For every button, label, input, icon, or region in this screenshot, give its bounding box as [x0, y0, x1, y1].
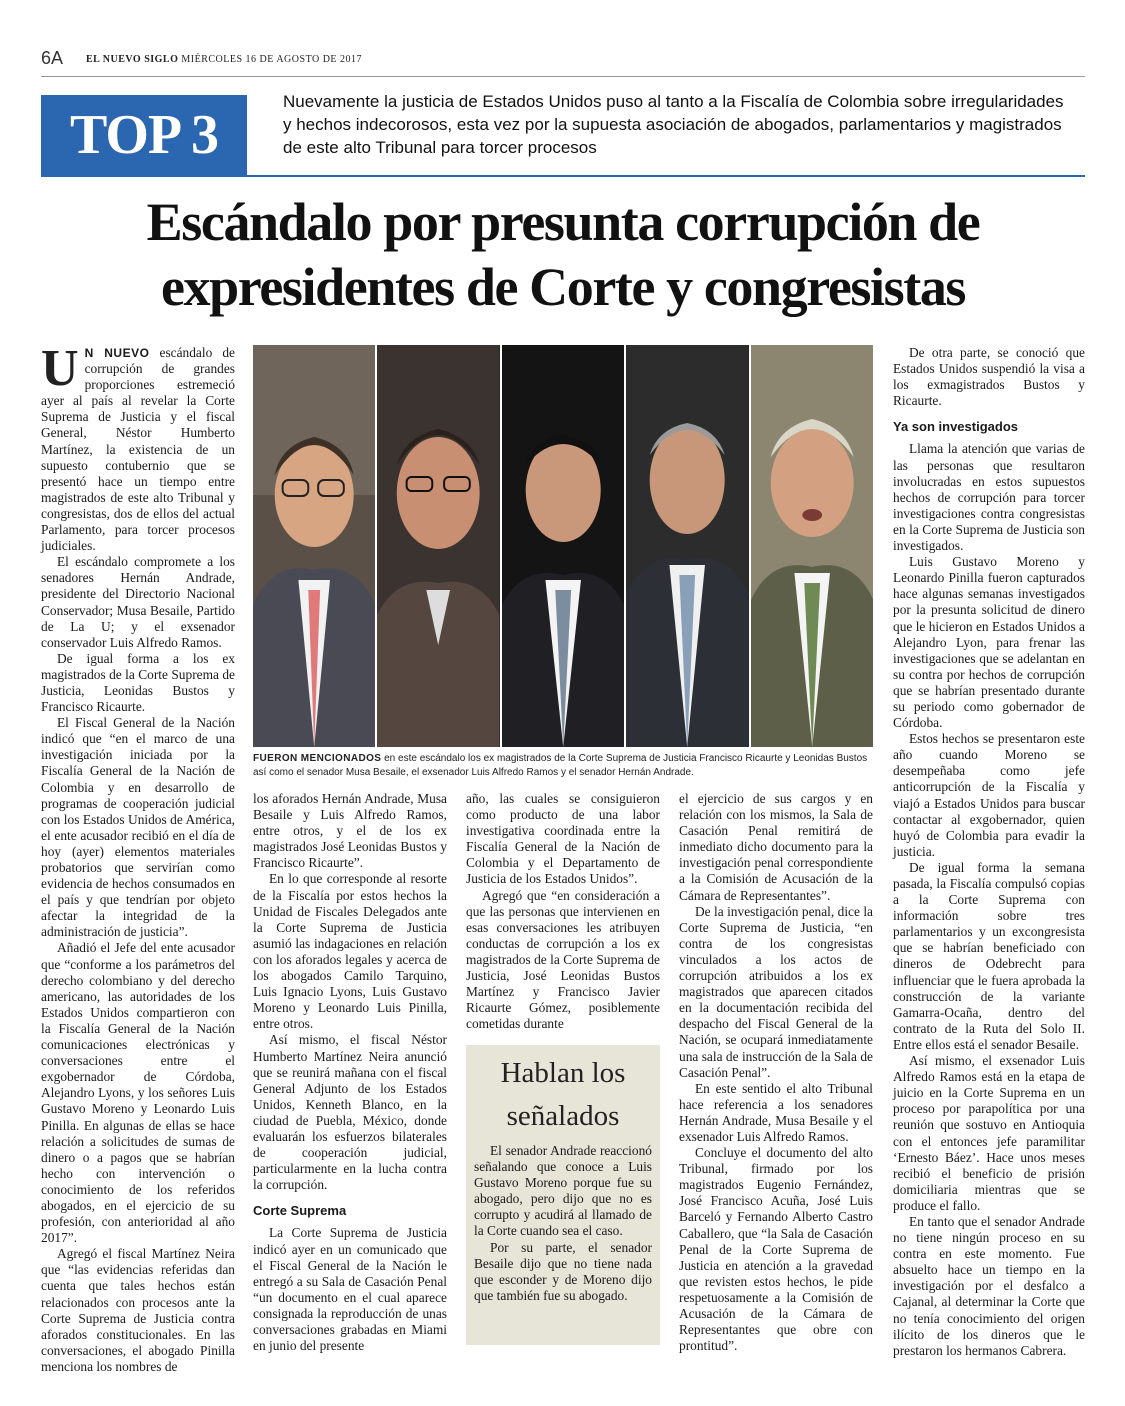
article-column-2 — [253, 791, 447, 1354]
sidebar-text — [474, 1143, 652, 1304]
paragraph: De otra parte, se conoció que Estados Unidos suspendió la visa a los exmagistrados Bustos y Ricaurte. — [893, 345, 1085, 409]
paragraph: Por su parte, el senador Besaile dijo que no tiene nada que esconder y de Moreno dijo que también fue su abogado. — [474, 1239, 652, 1303]
subheading: Ya son investigados — [893, 419, 1018, 435]
headline — [41, 190, 1085, 320]
section-rule — [41, 175, 1085, 177]
paragraph: Agregó que “en consideración a que las personas que intervienen en esas conversaciones les atribuyen conductas de corrupción a los ex magistrados de la Corte Suprema de Justicia, José Leonidas Bustos Martínez y Francisco Javier Ricaurte Gómez, posiblemente cometidas durante — [466, 887, 660, 1032]
subheading: Corte Suprema — [253, 1203, 347, 1219]
header-rule — [41, 76, 1085, 77]
paragraph: En este sentido el alto Tribunal hace referencia a los senadores Hernán Andrade, Musa Besaile y el exsenador Luis Alfredo Ramos. — [679, 1080, 873, 1144]
paragraph: Luis Gustavo Moreno y Leonardo Pinilla fueron capturados hace algunas semanas investigados por la presunta solicitud de dinero que le hicieron en Estados Unidos a Alejandro Lyon, para frenar las investigaciones que se adelantan en su contra por hechos de corrupción que se habrían presentado durante su periodo como gobernador de Córdoba. — [893, 554, 1085, 731]
paragraph: El escándalo compromete a los senadores Hernán Andrade, presidente del Directorio Nacional Conservador; Musa Besaile, Partido de La U; y el exsenador conservador Luis Alfredo Ramos. — [41, 554, 235, 650]
paragraph: En tanto que el senador Andrade no tiene ningún proceso en su contra en este momento. Fue absuelto hace un tiempo en la investigación por el desfalco a Cajanal, al determinar la Corte que no tenía conocimiento del origen ilícito de los dineros que le prestaron los hermanos Cabrera. — [893, 1213, 1085, 1358]
issue-date: MIÉRCOLES 16 DE AGOSTO DE 2017 — [181, 54, 363, 65]
lead-paragraph — [41, 340, 235, 554]
headline-line-1: Escándalo por presunta corrupción de — [146, 192, 980, 252]
paragraph: Agregó el fiscal Martínez Neira que “las evidencias referidas dan cuenta que tales hechos están relacionados con procesos ante la Corte Suprema de Justicia contra aforados constitucionales. En las conversaciones, el abogado Pinilla menciona los nombres de — [41, 1246, 235, 1374]
portrait-photo — [751, 345, 873, 747]
drop-cap: U — [41, 340, 79, 397]
article-column-1 — [41, 340, 235, 1375]
portrait-photo — [377, 345, 501, 747]
paragraph: De igual forma la semana pasada, la Fiscalía compulsó copias a la Corte Suprema con información sobre tres parlamentarios y un excongresista que se habrían beneficiado con dineros de Odebrecht para influenciar que le fuera aprobada la construcción de la variante Gamarra-Ocaña, dentro del contrato de la Ruta del Solo II. Entre ellos está el senador Besaile. — [893, 859, 1085, 1052]
portrait-strip — [253, 345, 873, 747]
caption-lead: FUERON MENCIONADOS — [253, 753, 382, 764]
paragraph: En lo que corresponde al resorte de la Fiscalía por estos hechos la Unidad de Fiscales Delegados ante la Corte Suprema de Justicia asumió las indagaciones en relación con los aforados legales y acerca de los abogados Camilo Tarquino, Luis Ignacio Lyons, Luis Gustavo Moreno y Leonardo Luis Pinilla, entre otros. — [253, 871, 447, 1032]
paragraph: De igual forma a los ex magistrados de la Corte Suprema de Justicia, Leonidas Bustos y Francisco Ricaurte. — [41, 650, 235, 715]
lead-words: N NUEVO — [84, 346, 150, 360]
paragraph: La Corte Suprema de Justicia indicó ayer en un comunicado que el Fiscal General de la Nación le entregó a su Sala de Casación Penal “un documento en el cual aparece consignada la reproducción de unas conversaciones grabadas en Miami en junio del presente — [253, 1225, 447, 1354]
paragraph: Concluye el documento del alto Tribunal, firmado por los magistrados Eugenio Fernández, José Francisco Acuña, José Luis Barceló y Fernando Alberto Castro Caballero, que “la Sala de Casación Penal de la Corte Suprema de Justicia en atención a la gravedad que revisten estos hechos, le pide respetuosamente a la Comisión de Acusación de la Cámara de Representantes que obre con prontitud”. — [679, 1145, 873, 1354]
article-column-5 — [893, 345, 1085, 1359]
article-column-4 — [679, 791, 873, 1354]
paragraph: Así mismo, el exsenador Luis Alfredo Ramos está en la etapa de juicio en la Corte Suprema en un proceso por parapolítica por una reunión que sostuvo en Antioquia con el entonces jefe paramilitar ‘Ernesto Báez’. Hace unos meses recibió el beneficio de prisión domiciliaria mientras que se produce el fallo. — [893, 1053, 1085, 1213]
section-badge: TOP 3 — [41, 95, 247, 175]
section-intro: Nuevamente la justicia de Estados Unidos puso al tanto a la Fiscalía de Colombia sobre irregularidades y hechos indecorosos, esta vez por la supuesta asociación de abogados, parlamentarios y magistrados de este alto Tribunal para torcer procesos — [283, 92, 1064, 157]
paragraph: El senador Andrade reaccionó señalando que conoce a Luis Gustavo Moreno porque fue su abogado, pero dijo que no es corrupto y acudirá al llamado de la Corte cuando sea el caso. — [474, 1143, 652, 1239]
portrait-photo — [626, 345, 750, 747]
newspaper-name: EL NUEVO SIGLO — [86, 54, 179, 65]
portrait-photo — [253, 345, 377, 747]
page-number: 6A — [41, 48, 64, 68]
paragraph: los aforados Hernán Andrade, Musa Besaile y Luis Alfredo Ramos, entre otros, y el de los ex magistrados José Leonidas Bustos y Francisco Ricaurte”. — [253, 791, 447, 871]
sidebar-title-line-2: señalados — [506, 1100, 620, 1132]
sidebar-title-line-1: Hablan los — [500, 1057, 626, 1089]
caption-text: en este escándalo los ex magistrados de la Corte Suprema de Justicia Francisco Ricaurte y Leonidas Bustos así como el senador Musa Besaile, el exsenador Luis Alfredo Ramos y el senador Hernán Andrade. — [253, 753, 868, 778]
paragraph: Llama la atención que varias de las personas que resultaron involucradas en estos supuestos hechos de corrupción para torcer investigaciones contra congresistas en la Corte Suprema de Justicia son investigados. — [893, 441, 1085, 554]
portrait-photo — [502, 345, 626, 747]
paragraph: año, las cuales se consiguieron como producto de una labor investigativa coordinada entre la Fiscalía General de la Nación de Colombia y el Departamento de Justicia de los Estados Unidos”. — [466, 791, 660, 887]
masthead — [86, 54, 362, 65]
paragraph: Estos hechos se presentaron este año cuando Moreno se desempeñaba como jefe anticorrupción de la Fiscalía y viajó a Estados Unidos para buscar contactar al exgobernador, quien huyó de Colombia para evadir la justicia. — [893, 731, 1085, 859]
headline-line-2: expresidentes de Corte y congresistas — [160, 257, 966, 317]
photo-caption — [253, 752, 873, 780]
paragraph: El Fiscal General de la Nación indicó que “en el marco de una investigación iniciada por la Fiscalía General de la Nación de Colombia y en desarrollo de programas de cooperación judicial con los Estados Unidos de América, el ente acusador recibió en el día de hoy (ayer) elementos materiales probatorios que servirían como evidencia de hechos consumados en el país y que tendrían por objeto afectar la integridad de la administración de justicia”. — [41, 715, 235, 940]
paragraph: Así mismo, el fiscal Néstor Humberto Martínez Neira anunció que se reunirá mañana con el fiscal General Adjunto de los Estados Unidos, Kenneth Blanco, en la ciudad de Puebla, México, donde evaluarán los esfuerzos bilaterales de cooperación judicial, particularmente en la lucha contra la corrupción. — [253, 1032, 447, 1193]
lead-text: escándalo de corrupción de grandes proporciones estremeció ayer al país al revelar la Corte Suprema de Justicia y el fiscal General, Néstor Humberto Martínez, la existencia de un supuesto contubernio que se presentó hace un tiempo entre magistrados de este alto Tribunal y congresistas, dos de ellos del actual Parlamento, para torcer procesos judiciales. — [41, 345, 235, 554]
paragraph: el ejercicio de sus cargos y en relación con los mismos, la Sala de Casación Penal remitirá de inmediato dicho documento para la investigación penal correspondiente a la Comisión de Acusación de la Cámara de Representantes”. — [679, 791, 873, 903]
sidebar-title — [466, 1052, 660, 1138]
paragraph: De la investigación penal, dice la Corte Suprema de Justicia, “en contra de los congresistas vinculados a los actos de corrupción atribuidos a los ex magistrados que aparecen citados en la documentación recibida del despacho del Fiscal General de la Nación, se ocupará inmediatamente una sala de instrucción de la Sala de Casación Penal”. — [679, 903, 873, 1080]
paragraph: Añadió el Jefe del ente acusador que “conforme a los parámetros del derecho colombiano y del derecho americano, las autoridades de los Estados Unidos compartieron con la Fiscalía General de la Nación comunicaciones electrónicas y conversaciones entre el exgobernador de Córdoba, Alejandro Lyons, y los señores Luis Gustavo Moreno y Leonardo Luis Pinilla. En algunas de ellas se hace relación a solicitudes de sumas de dinero o a pagos que se habrían hecho con intervención o conocimiento de los referidos abogados, en el ejercicio de su profesión, con anterioridad al año 2017”. — [41, 940, 235, 1246]
article-column-3 — [466, 791, 660, 1032]
